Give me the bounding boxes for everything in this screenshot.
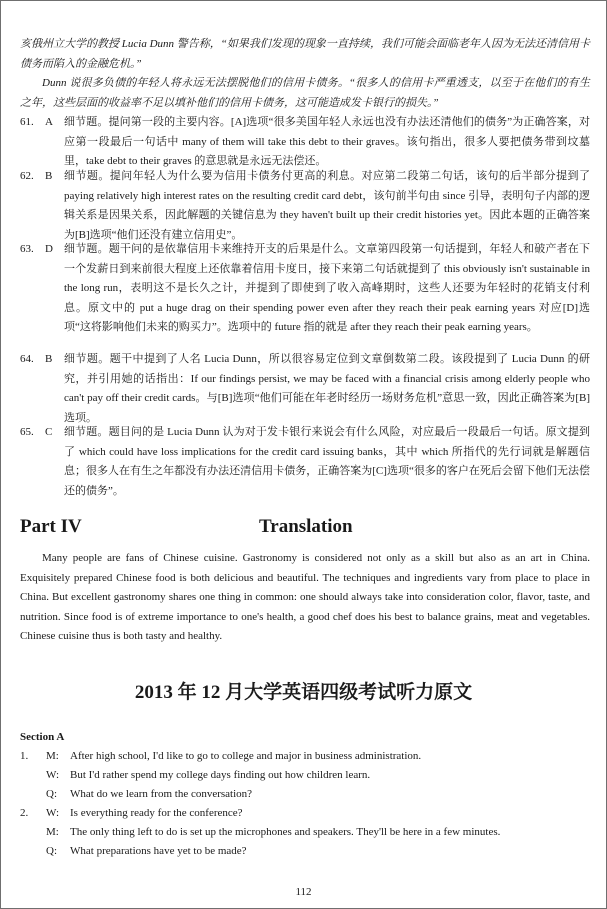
speaker-label: Q: (46, 845, 57, 857)
answer-letter: A (45, 116, 53, 128)
answer-number: 63. (20, 243, 34, 255)
speaker-label: W: (46, 807, 60, 819)
speaker-label: M: (46, 826, 59, 838)
utterance: What do we learn from the conversation? (70, 788, 253, 800)
answer-letter: C (45, 426, 53, 438)
dialogue-line (20, 785, 590, 804)
dialogue-line (20, 842, 590, 861)
dialogue-line (20, 823, 590, 842)
part-title: Translation (259, 516, 353, 537)
utterance: After high school, I'd like to go to college and major in business administration. (70, 750, 422, 762)
answer-explanation: 细节题。题干中提到了人名 Lucia Dunn，所以很容易定位到文章倒数第二段。该段提到了 Lucia Dunn 的研究，并引用她的话指出：If our findings persist, we may be faced with a financial crisis among elderly people who can't pay off their credit cards。与[B]选项“他们可能在年老时经历一场财务危机”意思一致，因此正确答案为[B]选项。 (64, 353, 590, 424)
answer-number: 61. (20, 116, 34, 128)
intro-paragraph-1: 亥俄州立大学的教授 Lucia Dunn 警告称，“如果我们发现的现象一直持续，我们可能会面临老年人因为无法还清信用卡债务而陷入的金融危机。” (20, 38, 590, 70)
utterance: The only thing left to do is set up the microphones and speakers. They'll be here in a few minutes. (70, 826, 501, 838)
answer-item (20, 423, 590, 501)
answer-letter: B (45, 353, 53, 365)
answer-explanation: 细节题。题目问的是 Lucia Dunn 认为对于发卡银行来说会有什么风险，对应最后一段最后一句话。原文提到了 which could have loss implications for the credit card issuing banks，其中 which 所指代的先行词就是解题信息；很多人在有生之年都没有办法还清信用卡债务，正确答案为[C]选项“很多的客户在死后会留下他们无法偿还的债务”。 (64, 426, 590, 497)
question-number: 1. (20, 750, 29, 762)
answer-letter: B (45, 170, 53, 182)
utterance: But I'd rather spend my college days finding out how children learn. (70, 769, 371, 781)
section-a-heading: Section A (20, 731, 65, 743)
utterance: Is everything ready for the conference? (70, 807, 243, 819)
dialogue-line (20, 804, 590, 823)
answer-letter: D (45, 243, 53, 255)
answer-number: 62. (20, 170, 34, 182)
answer-explanation: 细节题。题干问的是依靠信用卡来维持开支的后果是什么。文章第四段第一句话提到，年轻人和破产者在下一个发薪日到来前很大程度上还依靠着信用卡度日，接下来第二句话就提到了 this obviously isn't sustainable in the long run，表明这不是长久之计，并提到了即使到了收入高峰期时，这些人还要为年轻时的花销支付利息。原文中的 put a huge drag on their spending power even after they reach their peak earning years 对应[D]选项“这将影响他们未来的购买力”。选项中的 future 指的就是 after they reach their peak earning years。 (64, 243, 590, 333)
answer-item (20, 350, 590, 428)
answer-item (20, 167, 590, 245)
dialogue-line (20, 747, 590, 766)
listening-title: 2013 年 12 月大学英语四级考试听力原文 (134, 682, 473, 703)
utterance: What preparations have yet to be made? (70, 845, 247, 857)
answer-item (20, 113, 590, 172)
speaker-label: Q: (46, 788, 57, 800)
question-number: 2. (20, 807, 29, 819)
intro-paragraph-2: Dunn 说很多负债的年轻人将永远无法摆脱他们的信用卡债务。“很多人的信用卡严重透支，以至于在他们的有生之年，这些层面的收益率不足以填补他们的信用卡债务，这可能造成发卡银行的损失。” (20, 77, 590, 109)
speaker-label: M: (46, 750, 59, 762)
answer-number: 64. (20, 353, 34, 365)
speaker-label: W: (46, 769, 60, 781)
translation-paragraph: Many people are fans of Chinese cuisine. Gastronomy is considered not only as a skill but also as an art in China. Exquisitely prepared Chinese food is both delicious and beautiful. The techniques and ingredients vary from place to place in China. But excellent gastronomy shares one thing in common: one should always take into consideration color, flavor, taste, and nutrition. Since food is of extreme importance to one's health, a good chef does his best to balance grains, meat and vegetables. Chinese cuisine thus is both tasty and healthy. (20, 552, 590, 642)
page-number: 112 (295, 886, 312, 898)
answer-explanation: 细节题。提问第一段的主要内容。[A]选项“很多美国年轻人永远也没有办法还清他们的债务”为正确答案，对应第一段最后一句话中 many of them will take this debt to their graves。该句指出，很多人要把债务带到坟墓里，take debt to their graves 的意思就是永远无法偿还。 (64, 116, 590, 167)
part-label: Part IV (20, 516, 82, 537)
part-heading (20, 517, 590, 541)
answer-item (20, 240, 590, 338)
dialogue-line (20, 766, 590, 785)
answer-number: 65. (20, 426, 34, 438)
answer-explanation: 细节题。提问年轻人为什么要为信用卡债务付更高的利息。对应第二段第二句话，该句的后半部分提到了paying relatively high interest rates on the resulting credit card debt，该句前半句由 since 引导，表明句子内部的逻辑关系是因果关系，因此解题的关键信息为 they haven't built up their credit histories yet。因此本题的正确答案为[B]选项“他们还没有建立信用史”。 (64, 170, 590, 241)
